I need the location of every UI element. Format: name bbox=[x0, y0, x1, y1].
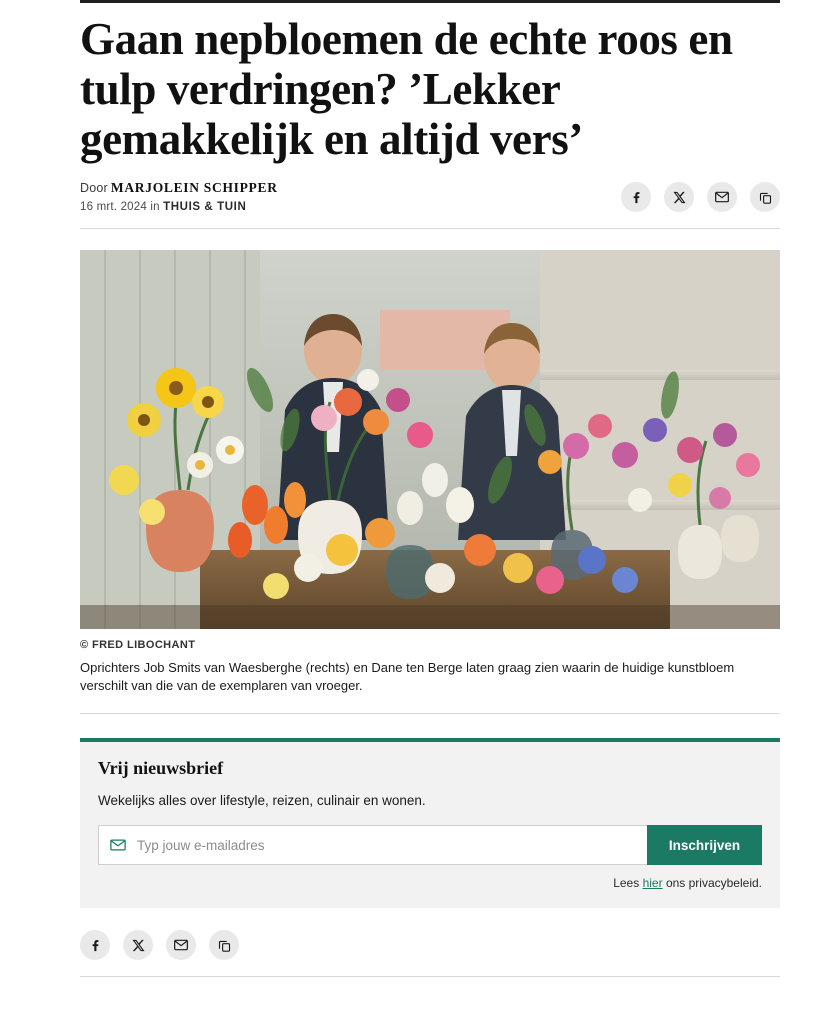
copy-link-icon bbox=[217, 938, 232, 953]
share-twitter-button[interactable] bbox=[664, 182, 694, 212]
x-twitter-icon bbox=[672, 190, 687, 205]
share-email-button-bottom[interactable] bbox=[166, 930, 196, 960]
byline bbox=[80, 180, 278, 214]
privacy-policy-link[interactable]: hier bbox=[642, 876, 663, 891]
newsletter-input-wrap[interactable] bbox=[98, 825, 647, 865]
author-name[interactable]: MARJOLEIN SCHIPPER bbox=[110, 180, 278, 195]
facebook-icon bbox=[88, 938, 103, 953]
share-twitter-button-bottom[interactable] bbox=[123, 930, 153, 960]
facebook-icon bbox=[629, 190, 644, 205]
share-row-bottom bbox=[80, 930, 780, 977]
share-email-button[interactable] bbox=[707, 182, 737, 212]
byline-prefix: Door bbox=[80, 181, 108, 195]
share-facebook-button-bottom[interactable] bbox=[80, 930, 110, 960]
page-title: Gaan nepbloemen de echte roos en tulp verdringen? ’Lekker gemakkelijk en altijd vers’ bbox=[80, 14, 733, 164]
email-icon bbox=[173, 937, 189, 953]
share-facebook-button[interactable] bbox=[621, 182, 651, 212]
copy-link-icon bbox=[758, 190, 773, 205]
newsletter-form bbox=[98, 825, 762, 865]
legal-text-after: ons privacybeleid. bbox=[665, 876, 762, 891]
copy-link-button-bottom[interactable] bbox=[209, 930, 239, 960]
article-hero-image bbox=[80, 250, 780, 629]
newsletter-description: Wekelijks alles over lifestyle, reizen, culinair en wonen. bbox=[98, 793, 426, 809]
image-credit: © FRED LIBOCHANT bbox=[80, 639, 196, 652]
legal-text-before: Lees bbox=[613, 876, 640, 891]
in-word: in bbox=[150, 200, 160, 213]
byline-author-line bbox=[80, 180, 278, 197]
publish-date: 16 mrt. 2024 bbox=[80, 200, 147, 213]
newsletter-legal bbox=[98, 876, 762, 890]
email-icon bbox=[714, 189, 730, 205]
category-link[interactable]: THUIS & TUIN bbox=[163, 200, 247, 213]
newsletter-signup bbox=[80, 738, 780, 908]
envelope-icon bbox=[109, 836, 127, 854]
byline-row bbox=[80, 180, 780, 229]
byline-meta-line bbox=[80, 200, 278, 214]
image-caption: Oprichters Job Smits van Waesberghe (rechts) en Dane ten Berge laten graag zien waarin de huidige kunstbloem verschilt van die van de exemplaren van vroeger. bbox=[80, 659, 780, 714]
newsletter-subscribe-button[interactable]: Inschrijven bbox=[647, 825, 762, 865]
newsletter-title: Vrij nieuwsbrief bbox=[98, 758, 224, 779]
newsletter-email-input[interactable] bbox=[127, 826, 647, 864]
article-container bbox=[80, 0, 780, 977]
copy-link-button[interactable] bbox=[750, 182, 780, 212]
x-twitter-icon bbox=[131, 938, 146, 953]
share-row-top bbox=[621, 182, 780, 212]
